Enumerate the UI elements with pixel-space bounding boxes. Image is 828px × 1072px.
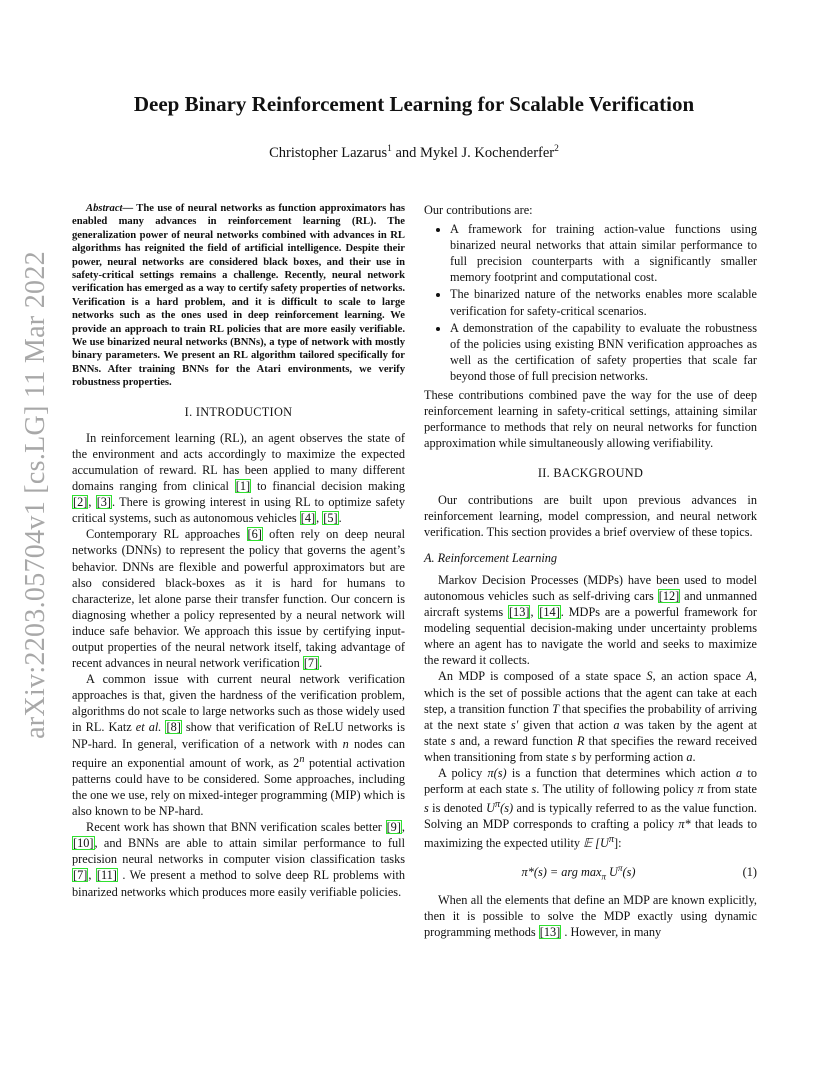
text: . The utility of following policy — [536, 782, 698, 797]
math-symbol: s — [531, 782, 537, 797]
text: and, a reward function — [455, 733, 577, 748]
subsection-heading-rl: A. Reinforcement Learning — [424, 550, 558, 565]
math-symbol: S — [646, 669, 653, 684]
author-2: Mykel J. Kochenderfer — [420, 144, 555, 161]
text: by performing action — [576, 749, 687, 764]
citation-link[interactable]: [2] — [73, 495, 88, 510]
text: that specifies the reward received when transitioning from state — [424, 733, 757, 764]
text: , an action space — [652, 669, 747, 684]
text: , and BNNs are able to attain similar performance to full precision neural networks in computer vision classification tasks — [72, 836, 405, 867]
math-symbol: s′ — [510, 717, 519, 732]
citation-link[interactable]: [3] — [96, 495, 112, 510]
citation-link[interactable]: [14] — [539, 605, 560, 620]
equation-subscript: π — [601, 871, 606, 882]
math-symbol: s — [450, 733, 456, 748]
math-symbol: n — [342, 736, 349, 751]
author-line — [0, 144, 828, 162]
math-symbol: R — [577, 733, 585, 748]
math-symbol: ] — [614, 836, 619, 851]
text: is a function that determines which action — [506, 766, 736, 780]
math-symbol: π — [608, 834, 614, 846]
citation-link[interactable]: [13] — [539, 925, 561, 940]
text: that leads to maximizing the expected utility — [424, 817, 757, 851]
math-symbol: s — [571, 749, 577, 764]
dp-paragraph — [424, 892, 757, 940]
arxiv-identifier: arXiv:2203.05704v1 [cs.LG] 11 Mar 2022 — [20, 251, 51, 739]
text: , — [401, 820, 405, 835]
affiliation-mark-1: 1 — [387, 144, 392, 154]
left-column — [72, 202, 405, 900]
text: from state — [703, 782, 757, 797]
contributions-list — [424, 221, 757, 384]
right-column — [424, 202, 757, 941]
math-symbol: s — [424, 801, 429, 816]
text: In reinforcement learning (RL), an agent observes the state of the environment and acts accordingly to maximize the expected accumulation of reward. RL has been applied to many different domains ranging from clinical — [72, 430, 405, 494]
intro-paragraph-3 — [72, 671, 405, 819]
affiliation-mark-2: 2 — [554, 144, 559, 154]
text: An MDP is composed of a state space — [438, 669, 647, 684]
policy-paragraph — [424, 765, 757, 852]
text: . — [338, 511, 342, 526]
citation-link[interactable]: [7] — [73, 868, 88, 883]
text: . MDPs are a powerful framework for modeling sequential decision-making under uncertainty problems where an agent has to navigate the world and seeks to maximize the reward it collects. — [424, 605, 757, 668]
text: to perform at each state — [424, 766, 757, 797]
mdp-paragraph-2 — [424, 668, 757, 765]
paper-title: Deep Binary Reinforcement Learning for Scalable Verification — [133, 92, 695, 116]
equation-text: U — [605, 864, 618, 879]
citation-link[interactable]: [13] — [508, 605, 530, 620]
text: is denoted — [428, 801, 487, 816]
math-symbol: a — [736, 766, 743, 780]
math-symbol: n — [299, 753, 305, 765]
citation-link[interactable]: [10] — [73, 836, 94, 851]
text: given that action — [518, 717, 614, 732]
text: and unmanned aircraft systems — [424, 588, 757, 620]
text: , — [88, 495, 96, 510]
abstract-dash: — — [122, 203, 137, 214]
abstract-text: The use of neural networks as function approximators has enabled many advances in reinforcement learning (RL). The generalization power of neural networks combined with advances in RL algorithms has reignited the field of artificial intelligence. Despite their power, neural networks are considered black boxes, and their use in safety-critical settings remains a challenge. Recently, neural network verification has emerged as a way to certify safety properties of networks. Verification is a hard problem, and it is difficult to scale to large networks such as the ones used in deep reinforcement learning. We provide an approach to train RL policies that are more easily verifiable. We use binarized neural networks (BNNs), a type of network with mostly binary parameters. We present an RL algorithm tailored specifically for BNNs. After training BNNs for the Atari environments, we verify robustness properties. — [72, 203, 405, 389]
text: that specifies the probability of arriving at the next state — [424, 701, 757, 732]
citation-link[interactable]: [1] — [235, 479, 251, 494]
author-1: Christopher Lazarus — [269, 144, 388, 161]
text: . — [692, 749, 696, 764]
text: : — [618, 836, 622, 851]
text: was taken by the agent at state — [424, 717, 758, 748]
citation-link[interactable]: [9] — [386, 820, 401, 835]
text: , which is the set of possible actions that the agent can take at each step, a transition function — [424, 669, 757, 716]
citation-link[interactable]: [4] — [300, 511, 316, 526]
text: . There is growing interest in using RL to optimize safety critical systems, such as autonomous vehicles — [72, 495, 405, 526]
math-symbol: T — [552, 701, 559, 716]
math-symbol: π* — [678, 817, 691, 832]
background-paragraph: Our contributions are built upon previous advances in reinforcement learning, model compression, and neural network verification. This section provides a brief overview of these topics. — [424, 492, 757, 539]
contributions-closing: These contributions combined pave the way for the use of deep reinforcement learning in safety-critical settings, attaining similar performance to methods that rely on neural networks for function approximation while simultaneously allowing verifiability. — [424, 388, 757, 451]
math-symbol: 𝔼 [U — [583, 836, 609, 851]
text: and is typically referred to as the value function. Solving an MDP corresponds to crafting a policy — [424, 801, 757, 832]
math-symbol: A — [746, 669, 754, 684]
intro-paragraph-2 — [72, 526, 405, 671]
contribution-item: • A demonstration of the capability to evaluate the robustness of the policies using existing BNN verification approaches as well as the certification of safety properties that scale far beyond those of full precision networks. — [450, 320, 757, 384]
arxiv-stamp — [18, 250, 54, 740]
text: , — [530, 605, 539, 620]
citation-link[interactable]: [11] — [96, 868, 117, 883]
equation-1 — [424, 860, 757, 885]
equation-number: (1) — [742, 864, 757, 879]
text: Recent work has shown that BNN verification scales better — [86, 820, 386, 835]
equation-superscript: π — [617, 862, 623, 873]
text: . We present a method to solve deep RL problems with binarized networks which produces more easily verifiable policies. — [72, 868, 406, 899]
citation-link[interactable]: [8] — [166, 720, 181, 735]
text: . — [319, 656, 323, 671]
text: to financial decision making — [251, 479, 405, 494]
math-symbol: a — [686, 749, 693, 764]
text: show that verification of ReLU networks is NP-hard. In general, verification of a network with — [72, 720, 405, 751]
text: When all the elements that define an MDP are known explicitly, then it is possible to solve the MDP exactly using dynamic programming methods — [424, 893, 757, 940]
text: A policy — [438, 766, 488, 780]
citation-link[interactable]: [7] — [303, 656, 319, 671]
citation-link[interactable]: [6] — [247, 527, 262, 542]
text: nodes can require an exponential amount of work, as 2 — [72, 736, 405, 770]
contributions-intro: Our contributions are: — [424, 203, 533, 217]
math-symbol: (s) — [500, 801, 514, 816]
text: , — [88, 868, 96, 883]
abstract-lead: Abstract — [86, 203, 123, 214]
text: Contemporary RL approaches — [86, 527, 247, 542]
text: . However, in many — [561, 925, 662, 940]
math-symbol: a — [613, 717, 620, 732]
citation-link[interactable]: [5] — [323, 511, 338, 526]
text: A common issue with current neural network verification approaches is that, given the hardness of the verification problem, algorithms do not scale to large networks such as those widely used in RL. Katz — [72, 672, 405, 735]
section-heading-background: II. BACKGROUND — [537, 466, 644, 481]
equation-body — [424, 860, 733, 885]
contribution-item: • The binarized nature of the networks enables more scalable verification for safety-critical scenarios. — [450, 286, 757, 318]
text: Markov Decision Processes (MDPs) have been used to model autonomous vehicles such as self-driving cars — [424, 572, 757, 603]
math-symbol: π — [494, 799, 501, 811]
math-symbol: π(s) — [487, 766, 507, 780]
text: , — [316, 511, 323, 526]
mdp-paragraph-1 — [424, 572, 757, 669]
intro-paragraph-1 — [72, 430, 405, 527]
contribution-item: • A framework for training action-value functions using binarized neural networks that attain similar performance to full precision counterparts with a significantly smaller memory footprint and computational cost. — [450, 221, 757, 285]
text: often rely on deep neural networks (DNNs) to represent the policy that governs the agent’s behavior. DNNs are flexible and powerful approximators but are also considered black-boxes as it is hard for humans to characterize, let alone parse their transfer function. Our concern is diagnosing whether a policy represented by a neural network will induce safe behavior. We approach this issue by certifying input-output properties of the neural network itself, taking advantage of recent advances in neural network verification — [72, 527, 405, 671]
math-symbol: π — [697, 782, 704, 797]
intro-paragraph-4 — [72, 819, 405, 899]
equation-text: (s) — [622, 864, 636, 879]
text-italic: et al. — [135, 720, 162, 735]
citation-link[interactable]: [12] — [658, 588, 680, 603]
author-conjunction: and — [391, 144, 421, 161]
section-heading-introduction: I. INTRODUCTION — [184, 404, 293, 419]
abstract — [72, 202, 405, 390]
equation-text: π*(s) = arg max — [521, 864, 602, 879]
math-symbol: U — [486, 801, 495, 816]
text: potential activation patterns could have to be considered. Some approaches, including the one we use, rely on mixed-integer programming (MIP) which is also known to be NP-hard. — [72, 755, 405, 819]
